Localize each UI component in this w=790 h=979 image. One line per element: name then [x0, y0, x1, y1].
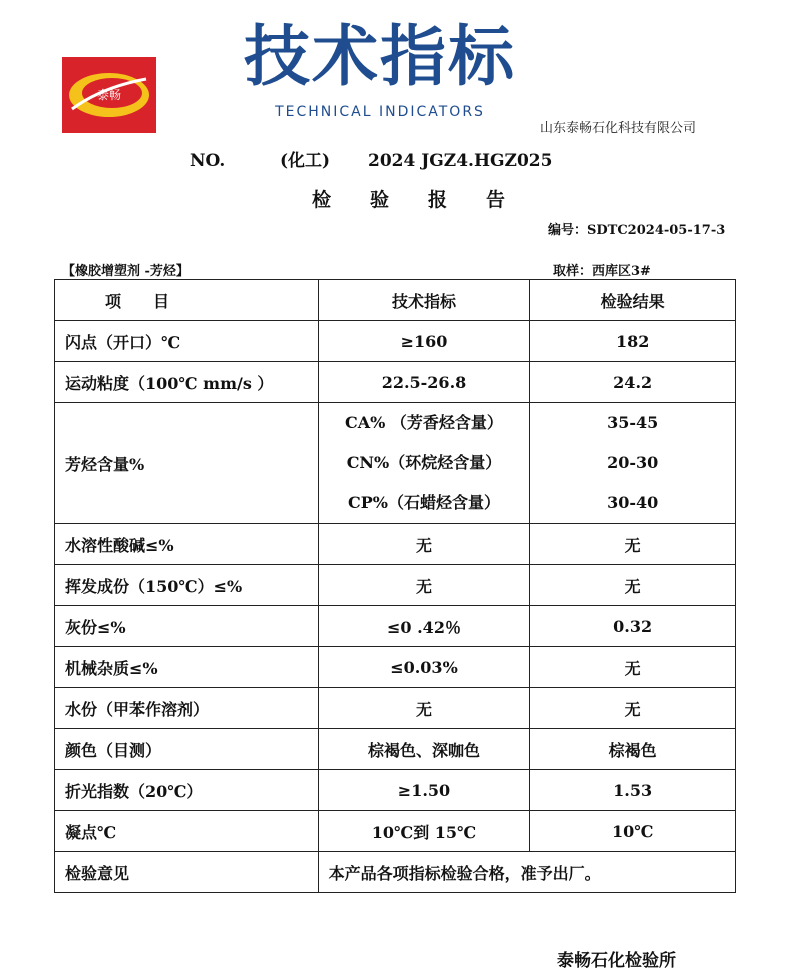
table-row — [55, 321, 736, 362]
serial-number: 编号：SDTC2024-05-17-3 — [548, 223, 726, 238]
row-spec: 无 — [318, 688, 530, 729]
row-spec: ≥1.50 — [318, 770, 530, 811]
report-number: 2024 JGZ4.HGZ025 — [368, 151, 553, 171]
aromatic-spec-cp: CP%（石蜡烃含量） — [347, 493, 500, 512]
row-result: 1.53 — [530, 770, 736, 811]
header-result: 检验结果 — [530, 280, 736, 321]
row-item: 挥发成份（150℃）≤% — [55, 565, 319, 606]
row-result: 182 — [530, 321, 736, 362]
aromatic-specs — [318, 403, 530, 524]
row-spec: 棕褐色、深咖色 — [318, 729, 530, 770]
report-number-line — [190, 146, 552, 171]
table-row — [55, 729, 736, 770]
no-label: NO. — [190, 151, 226, 171]
row-result: 0.32 — [530, 606, 736, 647]
row-spec: 22.5-26.8 — [318, 362, 530, 403]
row-item: 芳烃含量% — [55, 403, 319, 524]
category-label: (化工) — [280, 151, 331, 171]
row-item: 水份（甲苯作溶剂） — [55, 688, 319, 729]
row-item: 检验意见 — [55, 852, 319, 893]
row-item: 水溶性酸碱≤% — [55, 524, 319, 565]
doc-title-char: 验 — [370, 189, 390, 211]
row-result: 无 — [530, 647, 736, 688]
doc-title-char: 报 — [428, 189, 448, 211]
doc-title-char: 检 — [312, 189, 332, 211]
row-item: 颜色（目测） — [55, 729, 319, 770]
row-spec: ≤0.03% — [318, 647, 530, 688]
aromatic-spec-cn: CN%（环烷烃含量） — [346, 453, 502, 472]
aromatic-spec-ca: CA% （芳香烃含量） — [345, 413, 503, 432]
row-spec: 10℃到 15℃ — [318, 811, 530, 852]
company-name: 山东泰畅石化科技有限公司 — [540, 121, 697, 136]
row-spec: 无 — [318, 565, 530, 606]
document-title — [312, 185, 544, 212]
row-item: 运动粘度（100℃ mm/s ） — [55, 362, 319, 403]
row-result: 无 — [530, 565, 736, 606]
table-row-aromatic — [55, 403, 736, 524]
table-row — [55, 565, 736, 606]
row-result: 棕褐色 — [530, 729, 736, 770]
table-row — [55, 647, 736, 688]
row-item: 闪点（开口）℃ — [55, 321, 319, 362]
company-logo — [62, 57, 156, 133]
table-row-opinion — [55, 852, 736, 893]
table-header-row — [55, 280, 736, 321]
row-spec: ≥160 — [318, 321, 530, 362]
table-row — [55, 688, 736, 729]
row-item: 折光指数（20℃） — [55, 770, 319, 811]
sample-location: 取样：西库区3# — [553, 264, 651, 279]
logo-text: 泰畅 — [96, 88, 122, 102]
signature: 泰畅石化检验所 — [557, 951, 676, 971]
table-row — [55, 362, 736, 403]
table-row — [55, 811, 736, 852]
row-result: 无 — [530, 524, 736, 565]
row-item: 凝点℃ — [55, 811, 319, 852]
opinion-text: 本产品各项指标检验合格，准予出厂。 — [318, 852, 735, 893]
row-result: 24.2 — [530, 362, 736, 403]
table-row — [55, 524, 736, 565]
logo-swoosh-icon — [62, 57, 156, 133]
aromatic-results — [530, 403, 736, 524]
row-item: 灰份≤% — [55, 606, 319, 647]
row-result: 10℃ — [530, 811, 736, 852]
page-title: 技术指标 — [244, 18, 516, 95]
aromatic-result-cn: 20-30 — [607, 453, 659, 472]
table-row — [55, 770, 736, 811]
row-spec: 无 — [318, 524, 530, 565]
doc-title-char: 告 — [486, 189, 506, 211]
row-result: 无 — [530, 688, 736, 729]
row-spec: ≤0 .42％ — [318, 606, 530, 647]
inspection-table — [54, 279, 736, 893]
header-item: 项 目 — [55, 280, 319, 321]
header-spec: 技术指标 — [318, 280, 530, 321]
page-subtitle: TECHNICAL INDICATORS — [275, 104, 485, 120]
aromatic-result-ca: 35-45 — [607, 413, 659, 432]
row-item: 机械杂质≤% — [55, 647, 319, 688]
aromatic-result-cp: 30-40 — [607, 493, 659, 512]
product-name: 【橡胶增塑剂 -芳烃】 — [62, 264, 189, 279]
table-row — [55, 606, 736, 647]
